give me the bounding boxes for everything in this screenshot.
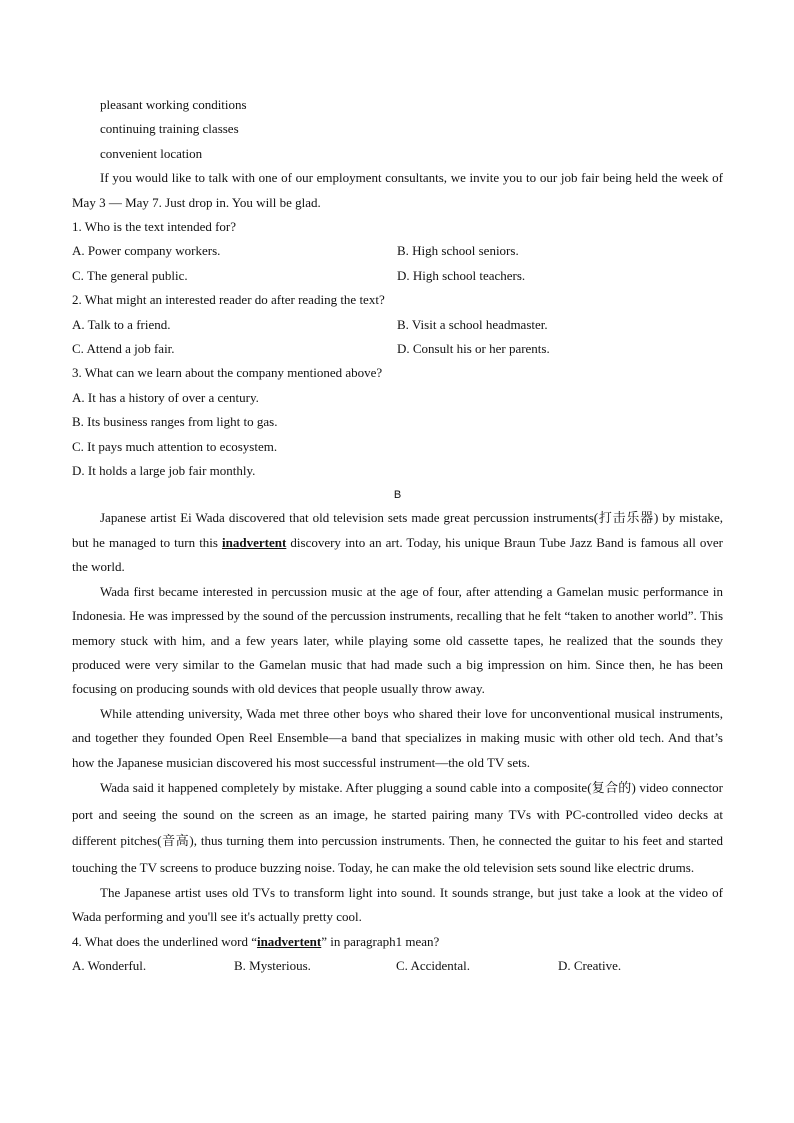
chinese-gloss: 音高 (161, 833, 190, 849)
text-run: ) video connector port and seeing the sound on the screen as an image, he started pairing many TVs with PC-controlled video decks at different pitches( (72, 779, 723, 848)
option-d: D. High school teachers. (397, 267, 526, 283)
passage-paragraph-4 (72, 775, 723, 881)
options-row (72, 313, 723, 337)
passage-paragraph-5: The Japanese artist uses old TVs to transform light into sound. It sounds strange, but just take a look at the video of Wada performing and you'll see it's actually pretty cool. (72, 884, 723, 925)
text-run: ” in paragraph1 mean? (321, 933, 440, 949)
option-b: B. Mysterious. (234, 958, 311, 974)
paragraph-invite: If you would like to talk with one of our employment consultants, we invite you to our job fair being held the week of May 3 — May 7. Just drop in. You will be glad. (72, 170, 723, 210)
option-a: A. It has a history of over a century. (72, 389, 259, 405)
text-run: ) by mistake, but he managed to turn this (72, 509, 723, 550)
options-row (72, 954, 723, 978)
option-a: A. Wonderful. (72, 958, 147, 974)
options-row (72, 337, 723, 361)
question-1: 1. Who is the text intended for? (72, 219, 237, 235)
option-d: D. It holds a large job fair monthly. (72, 463, 256, 479)
text-run: ), thus turning them into percussion instruments. Then, he connected the guitar to his feet and started touching the TV screens to produce buzzing noise. Today, he can make the old television sets sound like electric drums. (72, 832, 723, 875)
option-b: B. Visit a school headmaster. (397, 316, 548, 332)
passage-paragraph-3: While attending university, Wada met three other boys who shared their love for unconventional musical instruments, and together they founded Open Reel Ensemble—a band that specializes in making music with other old tech. And that’s how the Japanese musician discovered his most successful instrument—the old TV sets. (72, 705, 723, 770)
passage-paragraph-1 (72, 506, 723, 580)
document-page (72, 93, 723, 979)
chinese-gloss: 复 (591, 780, 606, 796)
text-run: Wada said it happened completely by mistake. After plugging a sound cable into a composite( (100, 779, 592, 795)
option-c: C. The general public. (72, 267, 188, 283)
question-3: 3. What can we learn about the company mentioned above? (72, 365, 383, 381)
option-d: D. Consult his or her parents. (397, 341, 550, 357)
question-4 (72, 930, 723, 954)
chinese-gloss: 打击乐器 (598, 510, 654, 526)
passage-paragraph-2: Wada first became interested in percussion music at the age of four, after attending a Gamelan music performance in Indonesia. He was impressed by the sound of the percussion instruments, recalling that he felt “taken to another world”. This memory stuck with him, and a few years later, while playing some old cassette tapes, he realized that the sounds they produced were very similar to the Gamelan music that had made such a big impression on him. Since then, he has been focusing on producing sounds with old devices that people usually throw away. (72, 583, 723, 697)
text-run: discovery into an art. Today, his unique Braun Tube Jazz Band is famous all over the world. (72, 534, 723, 575)
option-c: C. Attend a job fair. (72, 341, 175, 357)
option-c: C. Accidental. (396, 958, 471, 974)
benefit-item: continuing training classes (100, 121, 239, 137)
underlined-word: inadvertent (256, 933, 322, 949)
options-row (72, 239, 723, 263)
option-a: A. Talk to a friend. (72, 316, 171, 332)
section-heading: B (393, 488, 402, 501)
question-2: 2. What might an interested reader do after reading the text? (72, 292, 385, 308)
option-a: A. Power company workers. (72, 243, 221, 259)
text-run: 4. What does the underlined word “ (72, 933, 257, 949)
chinese-gloss: 合的 (605, 780, 632, 796)
option-b: B. Its business ranges from light to gas. (72, 414, 278, 430)
option-b: B. High school seniors. (397, 243, 519, 259)
option-c: C. It pays much attention to ecosystem. (72, 438, 278, 454)
text-run: Japanese artist Ei Wada discovered that old television sets made great percussion instruments( (100, 509, 599, 525)
benefit-item: pleasant working conditions (100, 97, 247, 112)
benefit-item: convenient location (100, 145, 203, 161)
option-d: D. Creative. (558, 958, 622, 974)
options-row (72, 264, 723, 288)
underlined-word: inadvertent (222, 534, 287, 550)
